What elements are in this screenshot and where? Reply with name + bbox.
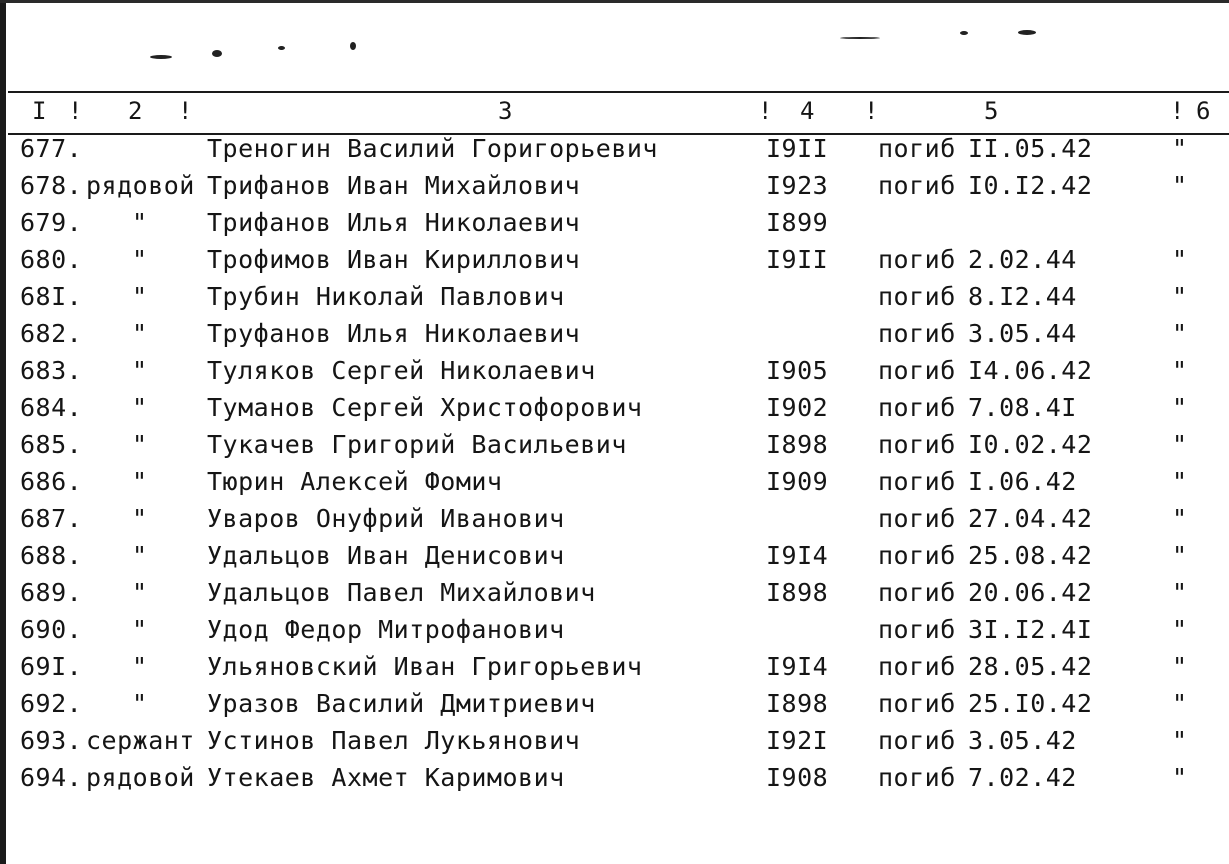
row-rank: " — [132, 356, 148, 385]
row-full-name: Трофимов Иван Кириллович — [207, 245, 581, 274]
row-note: " — [1172, 245, 1188, 274]
row-date: 7.02.42 — [968, 763, 1077, 792]
header-separator: ! — [864, 97, 879, 125]
row-rank: " — [132, 282, 148, 311]
row-status: погиб — [878, 430, 956, 459]
table-row — [0, 245, 1229, 282]
table-row — [0, 430, 1229, 467]
header-col-3: 3 — [498, 97, 513, 125]
scan-speck — [212, 50, 222, 57]
row-full-name: Туляков Сергей Николаевич — [207, 356, 596, 385]
row-rank: рядовой — [86, 763, 195, 792]
scan-speck — [278, 46, 285, 50]
row-number: 693. — [20, 726, 83, 755]
row-rank: " — [132, 615, 148, 644]
row-rank: " — [132, 393, 148, 422]
row-note: " — [1172, 541, 1188, 570]
row-note: " — [1172, 430, 1188, 459]
row-note: " — [1172, 282, 1188, 311]
row-full-name: Ульяновский Иван Григорьевич — [207, 652, 643, 681]
row-status: погиб — [878, 319, 956, 348]
scan-speck — [960, 31, 968, 35]
table-row — [0, 504, 1229, 541]
row-number: 687. — [20, 504, 83, 533]
row-note: " — [1172, 319, 1188, 348]
row-birth-year: I902 — [766, 393, 829, 422]
row-rank: " — [132, 652, 148, 681]
row-status: погиб — [878, 652, 956, 681]
row-rank: " — [132, 689, 148, 718]
row-date: I0.I2.42 — [968, 171, 1093, 200]
table-row — [0, 393, 1229, 430]
row-rank: " — [132, 319, 148, 348]
row-full-name: Уваров Онуфрий Иванович — [207, 504, 565, 533]
row-birth-year: I9II — [766, 134, 829, 163]
row-status: погиб — [878, 282, 956, 311]
row-birth-year: I898 — [766, 430, 829, 459]
row-birth-year: I92I — [766, 726, 829, 755]
row-note: " — [1172, 615, 1188, 644]
header-separator: ! — [178, 97, 193, 125]
row-status: погиб — [878, 467, 956, 496]
row-number: 69I. — [20, 652, 83, 681]
header-top-rule — [8, 91, 1229, 93]
row-status: погиб — [878, 245, 956, 274]
row-date: II.05.42 — [968, 134, 1093, 163]
row-full-name: Трубин Николай Павлович — [207, 282, 565, 311]
row-status: погиб — [878, 726, 956, 755]
header-separator: ! — [1170, 97, 1185, 125]
row-date: I4.06.42 — [968, 356, 1093, 385]
row-number: 682. — [20, 319, 83, 348]
row-full-name: Удальцов Павел Михайлович — [207, 578, 596, 607]
row-rank: " — [132, 245, 148, 274]
row-date: 3.05.42 — [968, 726, 1077, 755]
row-birth-year: I909 — [766, 467, 829, 496]
table-row — [0, 171, 1229, 208]
row-note: " — [1172, 467, 1188, 496]
row-rank: " — [132, 504, 148, 533]
row-birth-year: I898 — [766, 578, 829, 607]
row-number: 678. — [20, 171, 83, 200]
row-note: " — [1172, 726, 1188, 755]
row-number: 694. — [20, 763, 83, 792]
row-status: погиб — [878, 541, 956, 570]
row-date: 27.04.42 — [968, 504, 1093, 533]
row-note: " — [1172, 689, 1188, 718]
header-col-1: I — [32, 97, 47, 125]
scan-top-edge — [0, 0, 1229, 3]
header-col-2: 2 — [128, 97, 143, 125]
row-birth-year: I908 — [766, 763, 829, 792]
row-date: 7.08.4I — [968, 393, 1077, 422]
row-note: " — [1172, 652, 1188, 681]
row-full-name: Треногин Василий Горигорьевич — [207, 134, 658, 163]
row-number: 680. — [20, 245, 83, 274]
row-number: 684. — [20, 393, 83, 422]
header-col-4: 4 — [800, 97, 815, 125]
row-status: погиб — [878, 134, 956, 163]
row-number: 688. — [20, 541, 83, 570]
row-full-name: Утекаев Ахмет Каримович — [207, 763, 565, 792]
header-col-6: 6 — [1196, 97, 1211, 125]
table-row — [0, 541, 1229, 578]
scan-speck — [150, 55, 172, 59]
row-full-name: Устинов Павел Лукьянович — [207, 726, 581, 755]
row-number: 690. — [20, 615, 83, 644]
row-note: " — [1172, 393, 1188, 422]
row-birth-year: I9II — [766, 245, 829, 274]
header-separator: ! — [68, 97, 83, 125]
row-full-name: Удод Федор Митрофанович — [207, 615, 565, 644]
row-status: погиб — [878, 393, 956, 422]
row-note: " — [1172, 763, 1188, 792]
table-row — [0, 356, 1229, 393]
row-status: погиб — [878, 689, 956, 718]
row-number: 683. — [20, 356, 83, 385]
row-birth-year: I923 — [766, 171, 829, 200]
table-row — [0, 319, 1229, 356]
row-date: 25.I0.42 — [968, 689, 1093, 718]
row-full-name: Тюрин Алексей Фомич — [207, 467, 503, 496]
row-rank: " — [132, 208, 148, 237]
table-row — [0, 652, 1229, 689]
row-status: погиб — [878, 763, 956, 792]
scan-speck — [1018, 30, 1036, 35]
row-number: 686. — [20, 467, 83, 496]
header-separator: ! — [758, 97, 773, 125]
table-row — [0, 615, 1229, 652]
scan-speck — [350, 42, 356, 50]
table-row — [0, 208, 1229, 245]
row-full-name: Уразов Василий Дмитриевич — [207, 689, 596, 718]
row-note: " — [1172, 578, 1188, 607]
scan-speck — [840, 37, 880, 39]
row-date: 2.02.44 — [968, 245, 1077, 274]
row-note: " — [1172, 356, 1188, 385]
row-date: 8.I2.44 — [968, 282, 1077, 311]
row-rank: " — [132, 541, 148, 570]
row-rank: " — [132, 467, 148, 496]
row-rank: " — [132, 430, 148, 459]
row-status: погиб — [878, 504, 956, 533]
table-row — [0, 689, 1229, 726]
row-number: 692. — [20, 689, 83, 718]
table-row — [0, 763, 1229, 800]
row-status: погиб — [878, 615, 956, 644]
row-full-name: Трифанов Илья Николаевич — [207, 208, 581, 237]
row-full-name: Тукачев Григорий Васильевич — [207, 430, 627, 459]
records-table — [0, 134, 1229, 800]
row-date: 28.05.42 — [968, 652, 1093, 681]
row-full-name: Удальцов Иван Денисович — [207, 541, 565, 570]
row-date: 3.05.44 — [968, 319, 1077, 348]
row-number: 689. — [20, 578, 83, 607]
table-row — [0, 467, 1229, 504]
row-number: 68I. — [20, 282, 83, 311]
row-full-name: Туманов Сергей Христофорович — [207, 393, 643, 422]
row-birth-year: I9I4 — [766, 652, 829, 681]
table-row — [0, 726, 1229, 763]
row-rank: рядовой — [86, 171, 195, 200]
row-birth-year: I9I4 — [766, 541, 829, 570]
row-number: 677. — [20, 134, 83, 163]
row-note: " — [1172, 171, 1188, 200]
row-status: погиб — [878, 171, 956, 200]
row-date: 25.08.42 — [968, 541, 1093, 570]
row-number: 679. — [20, 208, 83, 237]
table-row — [0, 578, 1229, 615]
row-date: I0.02.42 — [968, 430, 1093, 459]
row-birth-year: I898 — [766, 689, 829, 718]
row-date: I.06.42 — [968, 467, 1077, 496]
row-birth-year: I905 — [766, 356, 829, 385]
row-status: погиб — [878, 578, 956, 607]
row-full-name: Трифанов Иван Михайлович — [207, 171, 581, 200]
header-col-5: 5 — [984, 97, 999, 125]
row-number: 685. — [20, 430, 83, 459]
row-status: погиб — [878, 356, 956, 385]
row-rank: сержант — [86, 726, 195, 755]
row-note: " — [1172, 134, 1188, 163]
table-row — [0, 134, 1229, 171]
table-row — [0, 282, 1229, 319]
row-date: 3I.I2.4I — [968, 615, 1093, 644]
row-date: 20.06.42 — [968, 578, 1093, 607]
row-full-name: Труфанов Илья Николаевич — [207, 319, 581, 348]
row-rank: " — [132, 578, 148, 607]
row-note: " — [1172, 504, 1188, 533]
row-birth-year: I899 — [766, 208, 829, 237]
